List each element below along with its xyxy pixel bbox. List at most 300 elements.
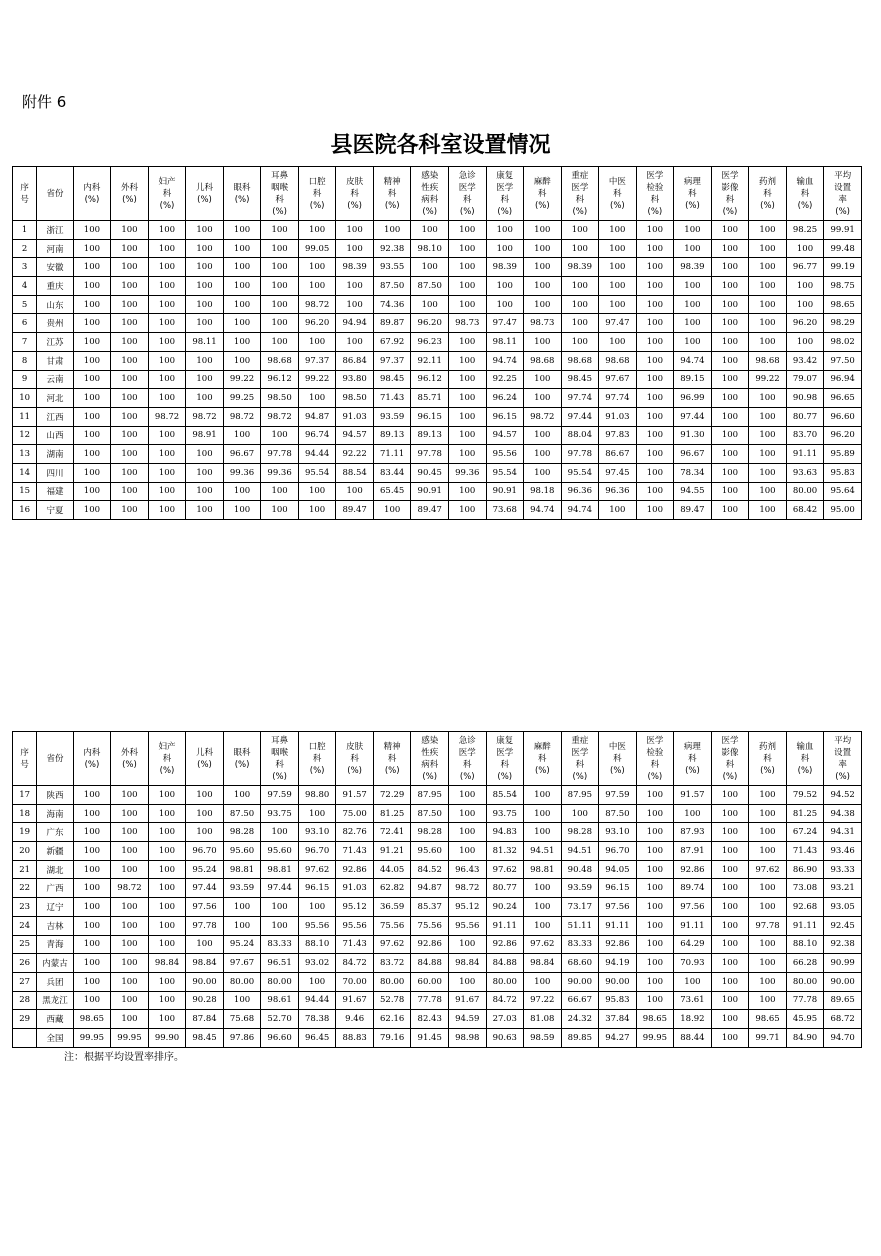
value-cell: 100 (336, 239, 374, 258)
value-cell: 100 (636, 314, 674, 333)
value-cell: 100 (223, 482, 261, 501)
value-cell: 100 (223, 916, 261, 935)
value-cell: 84.52 (411, 860, 449, 879)
value-cell: 87.95 (561, 786, 599, 805)
province-cell: 安徽 (37, 258, 73, 277)
value-cell: 100 (749, 879, 787, 898)
value-cell: 96.77 (786, 258, 824, 277)
row-number: 7 (13, 333, 37, 352)
value-cell: 100 (448, 333, 486, 352)
value-cell: 100 (674, 239, 712, 258)
value-cell: 93.59 (373, 407, 411, 426)
value-cell: 27.03 (486, 1010, 524, 1029)
value-cell: 100 (636, 898, 674, 917)
value-cell: 98.80 (298, 786, 336, 805)
value-cell: 94.38 (824, 804, 862, 823)
value-cell: 100 (636, 972, 674, 991)
value-cell: 98.45 (373, 370, 411, 389)
value-cell: 100 (148, 463, 186, 482)
value-cell: 96.12 (261, 370, 299, 389)
value-cell: 90.28 (186, 991, 224, 1010)
value-cell: 100 (448, 445, 486, 464)
value-cell: 100 (148, 445, 186, 464)
value-cell: 100 (674, 295, 712, 314)
value-cell: 80.77 (486, 879, 524, 898)
column-header-line: (%) (610, 200, 625, 211)
value-cell: 100 (298, 221, 336, 240)
value-cell: 100 (411, 258, 449, 277)
value-cell: 100 (73, 991, 111, 1010)
column-header (561, 167, 599, 221)
value-cell: 97.47 (486, 314, 524, 333)
table-row (13, 295, 862, 314)
value-cell: 92.86 (411, 935, 449, 954)
value-cell: 87.50 (223, 804, 261, 823)
table-row (13, 463, 862, 482)
value-cell: 100 (111, 407, 149, 426)
value-cell: 90.48 (561, 860, 599, 879)
value-cell: 90.00 (824, 972, 862, 991)
value-cell: 100 (636, 389, 674, 408)
value-cell: 100 (111, 786, 149, 805)
column-header-line: 率 (838, 759, 847, 770)
value-cell: 64.29 (674, 935, 712, 954)
value-cell: 100 (524, 804, 562, 823)
value-cell: 97.56 (674, 898, 712, 917)
value-cell: 98.75 (824, 277, 862, 296)
value-cell: 100 (111, 898, 149, 917)
value-cell: 98.72 (524, 407, 562, 426)
value-cell: 100 (186, 277, 224, 296)
province-cell: 福建 (37, 482, 73, 501)
value-cell: 87.93 (674, 823, 712, 842)
value-cell: 84.88 (411, 954, 449, 973)
value-cell: 100 (73, 954, 111, 973)
column-header-line: 精神 (383, 741, 401, 752)
value-cell: 100 (298, 277, 336, 296)
column-header-line: (%) (760, 200, 775, 211)
value-cell: 100 (148, 972, 186, 991)
value-cell: 71.43 (373, 389, 411, 408)
value-cell: 93.33 (824, 860, 862, 879)
column-header-line: (%) (122, 759, 137, 770)
province-cell: 吉林 (37, 916, 73, 935)
province-cell: 山西 (37, 426, 73, 445)
value-cell: 100 (711, 407, 749, 426)
column-header-line: (%) (159, 200, 175, 211)
value-cell: 100 (599, 239, 637, 258)
column-header-line: 科 (275, 759, 284, 770)
value-cell: 97.62 (524, 935, 562, 954)
column-header-line: 科 (613, 188, 622, 199)
value-cell: 92.86 (674, 860, 712, 879)
value-cell: 98.72 (261, 407, 299, 426)
value-cell: 100 (448, 842, 486, 861)
value-cell: 94.83 (486, 823, 524, 842)
column-header (749, 732, 787, 786)
value-cell: 80.00 (786, 972, 824, 991)
value-cell: 100 (749, 804, 787, 823)
value-cell: 100 (524, 463, 562, 482)
value-cell: 95.60 (261, 842, 299, 861)
table-row (13, 258, 862, 277)
column-header (524, 732, 562, 786)
value-cell: 97.47 (599, 314, 637, 333)
value-cell: 79.52 (786, 786, 824, 805)
value-cell: 97.37 (373, 351, 411, 370)
value-cell: 81.25 (786, 804, 824, 823)
row-number: 27 (13, 972, 37, 991)
column-header (186, 732, 224, 786)
value-cell: 73.68 (486, 501, 524, 520)
value-cell: 100 (711, 879, 749, 898)
value-cell: 92.38 (373, 239, 411, 258)
value-cell: 89.74 (674, 879, 712, 898)
row-number: 17 (13, 786, 37, 805)
value-cell: 100 (148, 426, 186, 445)
column-header (674, 732, 712, 786)
value-cell: 100 (448, 786, 486, 805)
column-header-line: 急诊 (458, 170, 476, 181)
table-row (13, 445, 862, 464)
value-cell: 99.22 (298, 370, 336, 389)
column-header (298, 732, 336, 786)
province-cell: 青海 (37, 935, 73, 954)
value-cell: 100 (111, 370, 149, 389)
value-cell: 100 (636, 463, 674, 482)
value-cell: 100 (749, 258, 787, 277)
value-cell: 100 (111, 351, 149, 370)
column-header-line: 医学 (721, 735, 739, 746)
value-cell: 89.47 (336, 501, 374, 520)
value-cell: 98.02 (824, 333, 862, 352)
value-cell: 94.74 (486, 351, 524, 370)
value-cell: 70.93 (674, 954, 712, 973)
value-cell: 90.91 (411, 482, 449, 501)
row-number: 26 (13, 954, 37, 973)
value-cell: 96.20 (824, 426, 862, 445)
value-cell: 97.44 (186, 879, 224, 898)
value-cell: 89.13 (411, 426, 449, 445)
value-cell: 96.24 (486, 389, 524, 408)
value-cell: 91.21 (373, 842, 411, 861)
value-cell: 100 (336, 295, 374, 314)
attachment-label: 附件 6 (22, 93, 67, 111)
value-cell: 100 (73, 786, 111, 805)
table-row (13, 804, 862, 823)
table-row (13, 954, 862, 973)
value-cell: 100 (599, 258, 637, 277)
value-cell: 100 (73, 916, 111, 935)
value-cell: 100 (148, 333, 186, 352)
column-header-line: 医学 (721, 170, 739, 181)
value-cell: 97.78 (749, 916, 787, 935)
value-cell: 92.25 (486, 370, 524, 389)
value-cell: 100 (524, 333, 562, 352)
column-header-line: 儿科 (196, 747, 214, 758)
value-cell: 93.80 (336, 370, 374, 389)
value-cell: 100 (73, 426, 111, 445)
column-header-line: 影像 (721, 747, 739, 758)
column-header-line: (%) (234, 194, 250, 205)
row-number: 20 (13, 842, 37, 861)
column-header-line: (%) (347, 765, 362, 776)
value-cell: 100 (223, 351, 261, 370)
value-cell: 100 (524, 898, 562, 917)
value-cell: 93.63 (786, 463, 824, 482)
column-header-line: (%) (309, 200, 325, 211)
value-cell: 100 (73, 842, 111, 861)
value-cell: 100 (186, 482, 224, 501)
value-cell: 94.57 (336, 426, 374, 445)
value-cell: 100 (111, 221, 149, 240)
column-header-line: (%) (572, 206, 588, 217)
value-cell: 96.15 (486, 407, 524, 426)
value-cell: 100 (599, 333, 637, 352)
column-header-line: 内科 (83, 747, 101, 758)
column-header (336, 732, 374, 786)
row-number: 6 (13, 314, 37, 333)
value-cell: 91.03 (599, 407, 637, 426)
value-cell: 98.84 (448, 954, 486, 973)
value-cell: 96.65 (824, 389, 862, 408)
province-cell: 兵团 (37, 972, 73, 991)
value-cell: 100 (599, 221, 637, 240)
value-cell: 95.56 (486, 445, 524, 464)
column-header-line: (%) (610, 765, 625, 776)
value-cell: 100 (486, 277, 524, 296)
column-header-line: (%) (797, 765, 813, 776)
value-cell: 100 (111, 295, 149, 314)
value-cell: 100 (524, 426, 562, 445)
value-cell: 100 (261, 482, 299, 501)
row-number: 3 (13, 258, 37, 277)
column-header-line: 科 (312, 188, 322, 199)
column-header-line: 影像 (721, 182, 739, 193)
column-header-line: 科 (500, 194, 510, 205)
value-cell: 67.92 (373, 333, 411, 352)
column-header-line: 医学 (458, 747, 476, 758)
column-header-line: 省份 (46, 753, 64, 764)
province-cell: 西藏 (37, 1010, 73, 1029)
value-cell: 86.84 (336, 351, 374, 370)
column-header-line: 外科 (120, 182, 138, 193)
value-cell: 100 (524, 786, 562, 805)
value-cell: 87.50 (373, 277, 411, 296)
province-cell: 四川 (37, 463, 73, 482)
value-cell: 66.67 (561, 991, 599, 1010)
column-header (13, 732, 37, 786)
value-cell: 71.11 (373, 445, 411, 464)
value-cell: 91.57 (336, 786, 374, 805)
province-cell: 内蒙古 (37, 954, 73, 973)
table-row (13, 407, 862, 426)
value-cell: 100 (749, 842, 787, 861)
value-cell: 100 (223, 501, 261, 520)
value-cell: 100 (561, 804, 599, 823)
column-header-line: 检验 (646, 747, 664, 758)
value-cell: 100 (711, 463, 749, 482)
value-cell: 100 (524, 972, 562, 991)
province-cell: 河南 (37, 239, 73, 258)
value-cell: 93.42 (786, 351, 824, 370)
value-cell: 100 (186, 370, 224, 389)
value-cell: 97.74 (599, 389, 637, 408)
column-header-line: 科 (763, 753, 772, 764)
value-cell: 98.72 (223, 407, 261, 426)
value-cell: 98.29 (824, 314, 862, 333)
value-cell: 100 (186, 314, 224, 333)
value-cell: 100 (111, 426, 149, 445)
value-cell: 99.91 (824, 221, 862, 240)
column-header (448, 732, 486, 786)
column-header-line: 中医 (608, 741, 626, 752)
row-number: 9 (13, 370, 37, 389)
value-cell: 97.62 (749, 860, 787, 879)
value-cell: 100 (749, 463, 787, 482)
value-cell: 100 (749, 445, 787, 464)
value-cell: 100 (749, 277, 787, 296)
value-cell: 98.50 (336, 389, 374, 408)
value-cell: 100 (73, 277, 111, 296)
column-header-line: 重症 (571, 170, 589, 181)
column-header-line: 科 (725, 759, 735, 770)
column-header-line: (%) (685, 200, 700, 211)
value-cell: 100 (711, 991, 749, 1010)
page-title: 县医院各科室设置情况 (330, 132, 551, 158)
value-cell: 97.86 (223, 1028, 261, 1047)
value-cell: 83.72 (373, 954, 411, 973)
value-cell: 100 (223, 221, 261, 240)
value-cell: 98.10 (411, 239, 449, 258)
value-cell: 91.67 (448, 991, 486, 1010)
value-cell: 100 (524, 295, 562, 314)
value-cell: 73.17 (561, 898, 599, 917)
value-cell: 100 (786, 295, 824, 314)
value-cell: 98.98 (448, 1028, 486, 1047)
value-cell: 100 (786, 277, 824, 296)
value-cell: 60.00 (411, 972, 449, 991)
column-header (37, 167, 73, 221)
value-cell: 100 (674, 333, 712, 352)
value-cell: 93.02 (298, 954, 336, 973)
value-cell: 91.03 (336, 879, 374, 898)
column-header-line: 号 (20, 759, 29, 770)
value-cell: 100 (298, 333, 336, 352)
value-cell: 100 (111, 842, 149, 861)
value-cell: 100 (711, 1028, 749, 1047)
value-cell: 100 (186, 351, 224, 370)
value-cell: 100 (261, 221, 299, 240)
value-cell: 94.05 (599, 860, 637, 879)
value-cell: 95.83 (824, 463, 862, 482)
column-header-line: (%) (384, 200, 400, 211)
value-cell: 99.36 (223, 463, 261, 482)
value-cell: 74.36 (373, 295, 411, 314)
value-cell: 92.11 (411, 351, 449, 370)
value-cell: 96.15 (411, 407, 449, 426)
value-cell: 72.41 (373, 823, 411, 842)
value-cell: 100 (373, 501, 411, 520)
row-number: 11 (13, 407, 37, 426)
value-cell: 96.74 (298, 426, 336, 445)
value-cell: 100 (636, 935, 674, 954)
column-header-line: 科 (462, 759, 472, 770)
column-header-line: (%) (422, 771, 438, 782)
value-cell: 100 (636, 501, 674, 520)
value-cell: 94.87 (411, 879, 449, 898)
value-cell: 94.74 (561, 501, 599, 520)
value-cell: 100 (524, 277, 562, 296)
value-cell: 93.05 (824, 898, 862, 917)
value-cell: 94.74 (524, 501, 562, 520)
value-cell: 100 (524, 879, 562, 898)
column-header-line: 皮肤 (346, 176, 364, 187)
value-cell: 100 (111, 314, 149, 333)
value-cell: 87.50 (411, 277, 449, 296)
value-cell: 65.45 (373, 482, 411, 501)
column-header (636, 732, 674, 786)
value-cell: 94.51 (524, 842, 562, 861)
value-cell: 100 (186, 463, 224, 482)
value-cell: 98.39 (486, 258, 524, 277)
column-header-line: (%) (572, 771, 588, 782)
value-cell: 97.56 (186, 898, 224, 917)
value-cell: 45.95 (786, 1010, 824, 1029)
value-cell: 100 (73, 351, 111, 370)
value-cell: 71.43 (336, 842, 374, 861)
value-cell: 100 (73, 370, 111, 389)
value-cell: 100 (73, 501, 111, 520)
column-header-line: 医学 (646, 735, 664, 746)
column-header-line: (%) (647, 771, 663, 782)
value-cell: 100 (636, 786, 674, 805)
value-cell: 100 (148, 898, 186, 917)
value-cell: 95.24 (186, 860, 224, 879)
column-header (373, 732, 411, 786)
column-header-line: 口腔 (308, 176, 326, 187)
value-cell: 18.92 (674, 1010, 712, 1029)
column-header-line: 医学 (646, 170, 664, 181)
header-row (13, 167, 862, 221)
column-header-line: 儿科 (196, 182, 214, 193)
value-cell: 100 (674, 277, 712, 296)
value-cell: 99.19 (824, 258, 862, 277)
value-cell: 100 (561, 239, 599, 258)
column-header-line: 输血 (796, 176, 814, 187)
value-cell: 96.94 (824, 370, 862, 389)
value-cell: 94.57 (486, 426, 524, 445)
value-cell: 100 (448, 482, 486, 501)
column-header (148, 732, 186, 786)
value-cell: 100 (186, 823, 224, 842)
value-cell: 100 (186, 389, 224, 408)
value-cell: 97.37 (298, 351, 336, 370)
column-header-line: 科 (650, 759, 660, 770)
value-cell: 95.56 (336, 916, 374, 935)
value-cell: 62.16 (373, 1010, 411, 1029)
value-cell: 100 (148, 879, 186, 898)
value-cell: 99.95 (111, 1028, 149, 1047)
value-cell: 95.12 (448, 898, 486, 917)
value-cell: 90.99 (824, 954, 862, 973)
value-cell: 96.20 (411, 314, 449, 333)
value-cell: 98.25 (786, 221, 824, 240)
value-cell: 83.44 (373, 463, 411, 482)
value-cell: 98.68 (524, 351, 562, 370)
value-cell: 100 (636, 351, 674, 370)
value-cell: 100 (749, 295, 787, 314)
